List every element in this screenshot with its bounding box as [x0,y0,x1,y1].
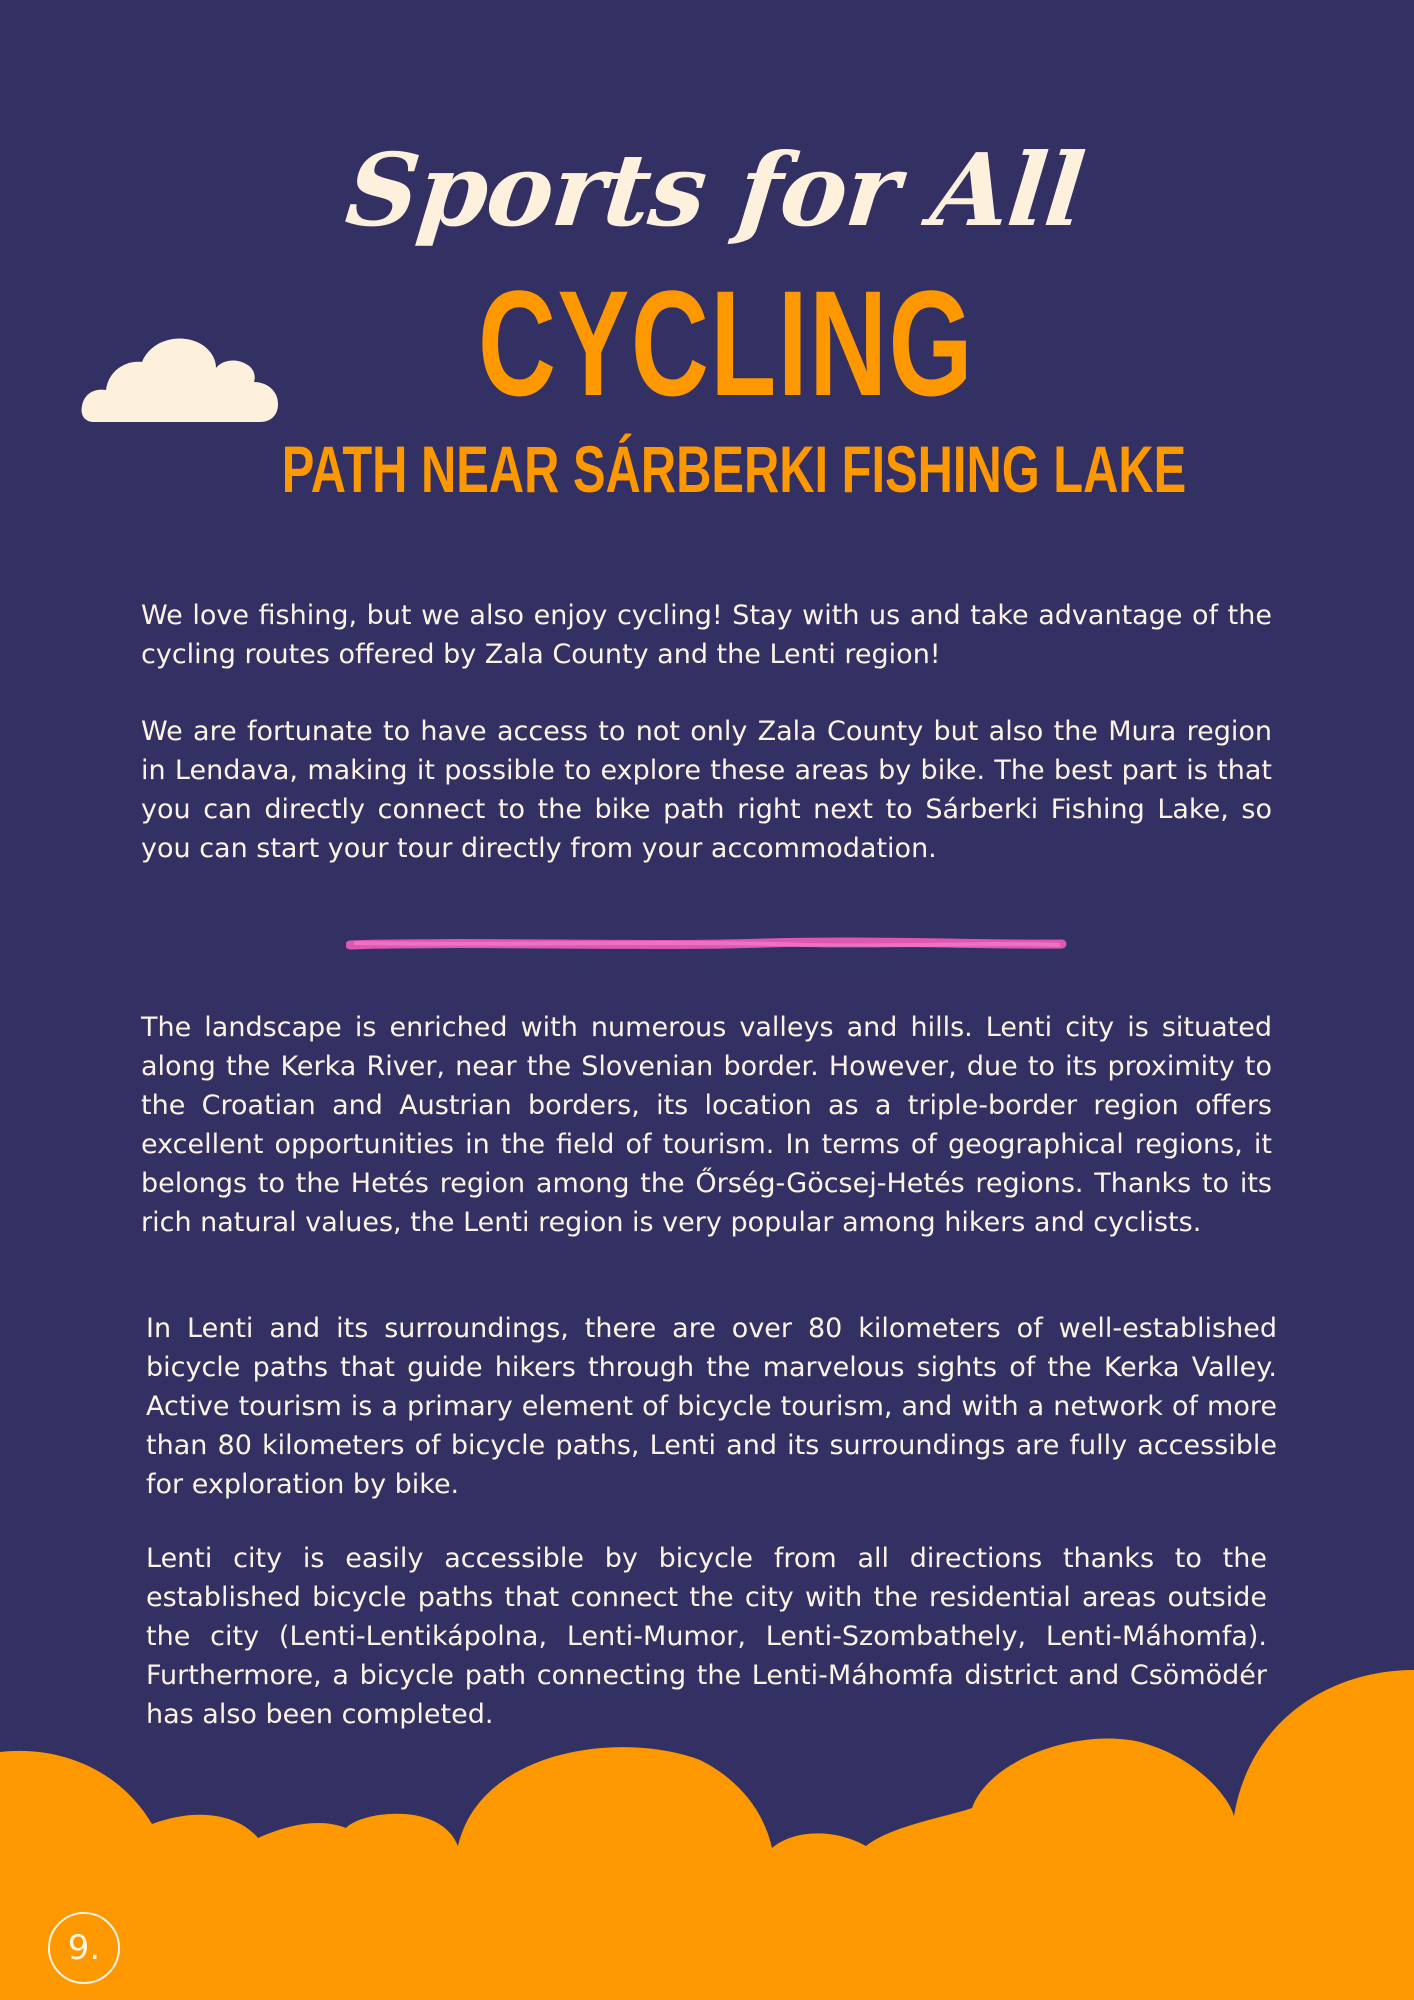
landscape-paragraph: The landscape is enriched with numerous valleys and hills. Lenti city is situated along the Kerka River, near the Slovenian border. However, due to its proximity to the Croatian and Austrian borders, its location as a triple-border region offers excellent opportunities in the field of tourism. In terms of geographical regions, it belongs to the Hetés region among the Őrség-Göcsej-Hetés regions. Thanks to its rich natural values, the Lenti region is very popular among hikers and cyclists. [141,1012,1272,1238]
accessibility-paragraph: Lenti city is easily accessible by bicycle from all directions thanks to the established bicycle paths that connect the city with the residential areas outside the city (Lenti-Lentikápolna, Lenti-Mumor, Lenti-Szombathely, Lenti-Máhomfa). Furthermore, a bicycle path connecting the Lenti-Máhomfa district and Csömödér has also been completed. [146,1543,1267,1730]
access-paragraph: We are fortunate to have access to not only Zala County but also the Mura region in Lendava, making it possible to explore these areas by bike. The best part is that you can directly connect to the bike path right next to Sárberki Fishing Lake, so you can start your tour directly from your accommodation. [141,716,1272,864]
page-subtitle: PATH NEAR SÁRBERKI FISHING LAKE [281,432,1187,506]
decorative-hills [0,1640,1414,2000]
divider-line [346,936,1068,952]
page-title: CYCLING [477,259,975,427]
script-title: Sports for All [340,131,1089,249]
page-number: 9. [48,1912,120,1984]
bike-paths-paragraph: In Lenti and its surroundings, there are over 80 kilometers of well-established bicycle paths that guide hikers through the marvelous sights of the Kerka Valley. Active tourism is a primary element of bicycle tourism, and with a network of more than 80 kilometers of bicycle paths, Lenti and its surroundings are fully accessible for exploration by bike. [146,1313,1277,1500]
intro-paragraph: We love fishing, but we also enjoy cycling! Stay with us and take advantage of the cycling routes offered by Zala County and the Lenti region! [141,600,1272,670]
